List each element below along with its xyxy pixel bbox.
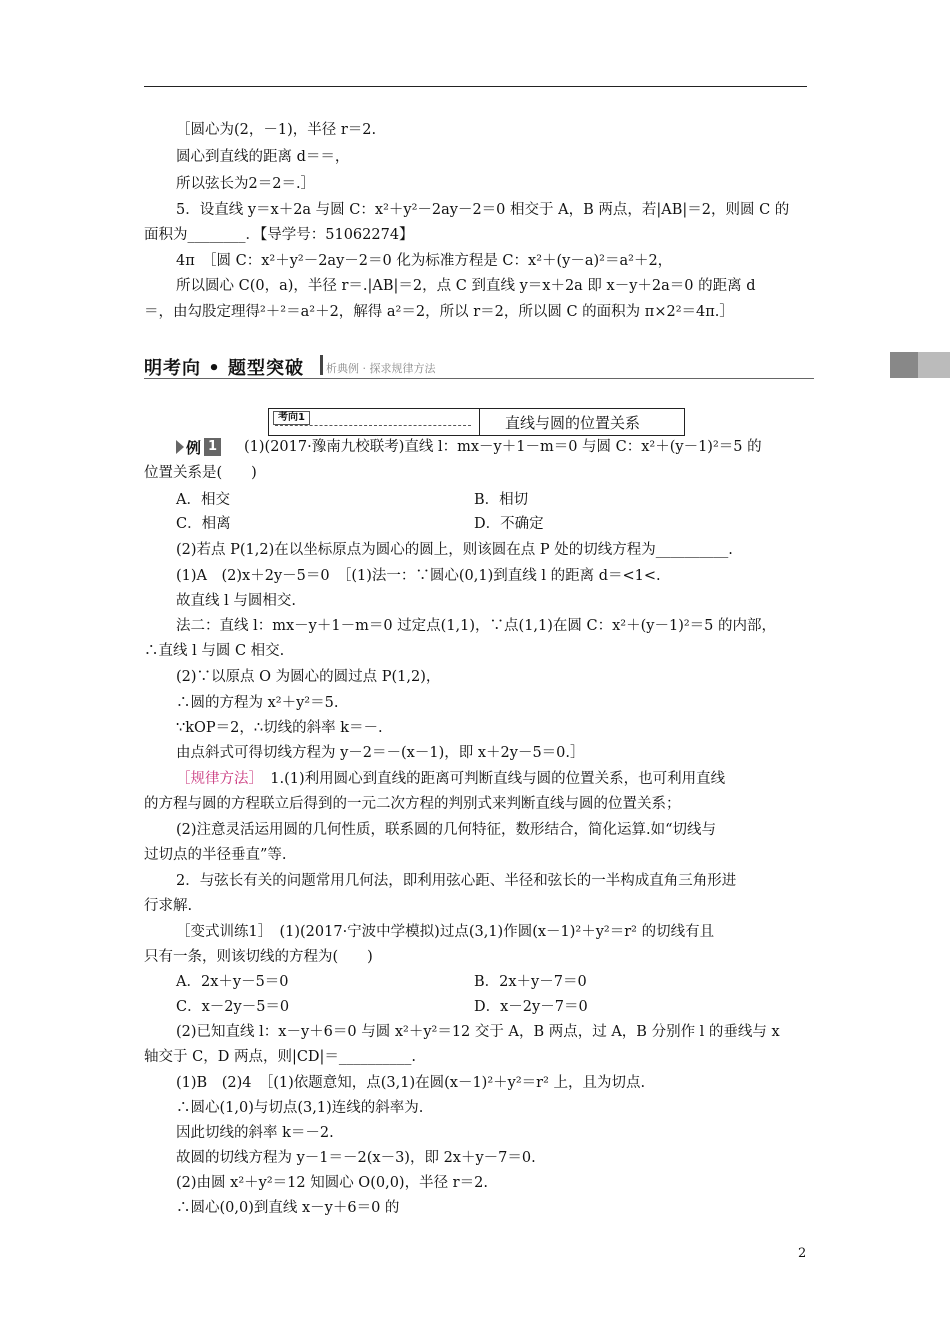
option-c: C．相离: [176, 516, 231, 532]
text-line: 故圆的切线方程为 y－1＝－2(x－3)，即 2x＋y－7＝0.: [176, 1150, 536, 1166]
text-line: ∴圆心(1,0)与切点(3,1)连线的斜率为.: [176, 1100, 424, 1116]
method-label: ［规律方法］: [176, 771, 256, 787]
option-c: C．x－2y－5＝0: [176, 999, 290, 1015]
topic-dash-line: [275, 425, 471, 426]
text-line: (2)若点 P(1,2)在以坐标原点为圆心的圆上，则该圆在点 P 处的切线方程为__________.: [176, 542, 733, 558]
topic-divider: [479, 409, 480, 435]
section-underline: [144, 378, 814, 379]
text-line: ∵kOP＝2，∴切线的斜率 k＝－.: [176, 720, 383, 736]
topic-box: [268, 408, 685, 436]
section-decor-light: [918, 352, 950, 378]
topic-tag: 考向1: [273, 411, 310, 425]
option-d: D．不确定: [474, 516, 544, 532]
option-d: D．x－2y－7＝0: [474, 999, 588, 1015]
text-line: 故直线 l 与圆相交.: [176, 593, 296, 609]
text-line: 圆心到直线的距离 d＝＝，: [176, 149, 350, 165]
section-separator: [320, 355, 323, 375]
page-number: 2: [798, 1246, 807, 1261]
text-line: 位置关系是( ): [144, 465, 257, 481]
text-line: ＝，由勾股定理得²＋²＝a²＋2，解得 a²＝2，所以 r＝2，所以圆 C 的面积为 π×2²＝4π.］: [144, 304, 734, 320]
text-line: 行求解.: [144, 898, 193, 914]
text-line: 轴交于 C，D 两点，则|CD|＝__________.: [144, 1049, 417, 1065]
option-b: B．相切: [474, 492, 529, 508]
text-line: (2)由圆 x²＋y²＝12 知圆心 O(0,0)，半径 r＝2.: [176, 1175, 488, 1191]
answer-5: 4π ［圆 C：x²＋y²－2ay－2＝0 化为标准方程是 C：x²＋(y－a)²＝a²＋2，: [176, 253, 673, 269]
text-line: 只有一条，则该切线的方程为( ): [144, 949, 373, 965]
option-a: A．相交: [176, 492, 230, 508]
section-title: 明考向 • 题型突破: [144, 358, 305, 379]
topic-title: 直线与圆的位置关系: [505, 414, 641, 432]
section-subtitle: 析典例 · 探求规律方法: [326, 362, 436, 375]
text-line: ［圆心为(2，－1)，半径 r＝2.: [176, 122, 377, 138]
text-line: ∴圆的方程为 x²＋y²＝5.: [176, 695, 339, 711]
text-line: 由点斜式可得切线方程为 y－2＝－(x－1)，即 x＋2y－5＝0.］: [176, 745, 585, 761]
header-rule: [144, 86, 807, 87]
text-line: 因此切线的斜率 k＝－2.: [176, 1125, 334, 1141]
section-header: [144, 352, 814, 380]
text-line: 2．与弦长有关的问题常用几何法，即利用弦心距、半径和弦长的一半构成直角三角形进: [176, 873, 737, 889]
example-marker: [176, 437, 221, 457]
text-line: 面积为________．【导学号：51062274】: [144, 227, 414, 243]
text-line: ∴直线 l 与圆 C 相交.: [144, 643, 285, 659]
example-number: 1: [204, 438, 221, 456]
variant-question: ［变式训练1］ (1)(2017·宁波中学模拟)过点(3,1)作圆(x－1)²＋y²＝r² 的切线有且: [176, 924, 715, 940]
section-decor-dark: [890, 352, 918, 378]
text-line: ∴圆心(0,0)到直线 x－y＋6＝0 的: [176, 1200, 400, 1216]
triangle-icon: [176, 440, 184, 454]
option-a: A．2x＋y－5＝0: [176, 974, 289, 990]
text-line: 的方程与圆的方程联立后得到的一元二次方程的判别式来判断直线与圆的位置关系；: [144, 796, 681, 812]
text-line: (2)∵以原点 O 为圆心的圆过点 P(1,2)，: [176, 669, 441, 685]
text-line: 法二：直线 l：mx－y＋1－m＝0 过定点(1,1)，∵点(1,1)在圆 C：x²＋(y－1)²＝5 的内部，: [176, 618, 776, 634]
text-line: 所以弦长为2＝2＝.］: [176, 176, 316, 192]
method-line: [176, 769, 725, 789]
text-line: (2)注意灵活运用圆的几何性质，联系圆的几何特征，数形结合，简化运算.如“切线与: [176, 822, 717, 838]
example-question: (1)(2017·豫南九校联考)直线 l：mx－y＋1－m＝0 与圆 C：x²＋(y－1)²＝5 的: [244, 439, 762, 455]
text-line: 所以圆心 C(0，a)，半径 r＝.|AB|＝2，点 C 到直线 y＝x＋2a 即 x－y＋2a＝0 的距离 d: [176, 278, 756, 294]
option-b: B．2x＋y－7＝0: [474, 974, 587, 990]
answer-line: (1)B (2)4 ［(1)依题意知，点(3,1)在圆(x－1)²＋y²＝r² 上，且为切点.: [176, 1075, 646, 1091]
example-label: 例: [186, 438, 202, 457]
answer-line: (1)A (2)x＋2y－5＝0 ［(1)法一：∵圆心(0,1)到直线 l 的距离 d＝<1<.: [176, 568, 661, 584]
method-text: 1.(1)利用圆心到直线的距离可判断直线与圆的位置关系，也可利用直线: [255, 771, 726, 787]
text-line: (2)已知直线 l：x－y＋6＝0 与圆 x²＋y²＝12 交于 A，B 两点，过 A，B 分别作 l 的垂线与 x: [176, 1024, 780, 1040]
text-line: 过切点的半径垂直”等.: [144, 847, 287, 863]
question-5: 5．设直线 y＝x＋2a 与圆 C：x²＋y²－2ay－2＝0 相交于 A，B 两点，若|AB|＝2，则圆 C 的: [176, 202, 790, 218]
